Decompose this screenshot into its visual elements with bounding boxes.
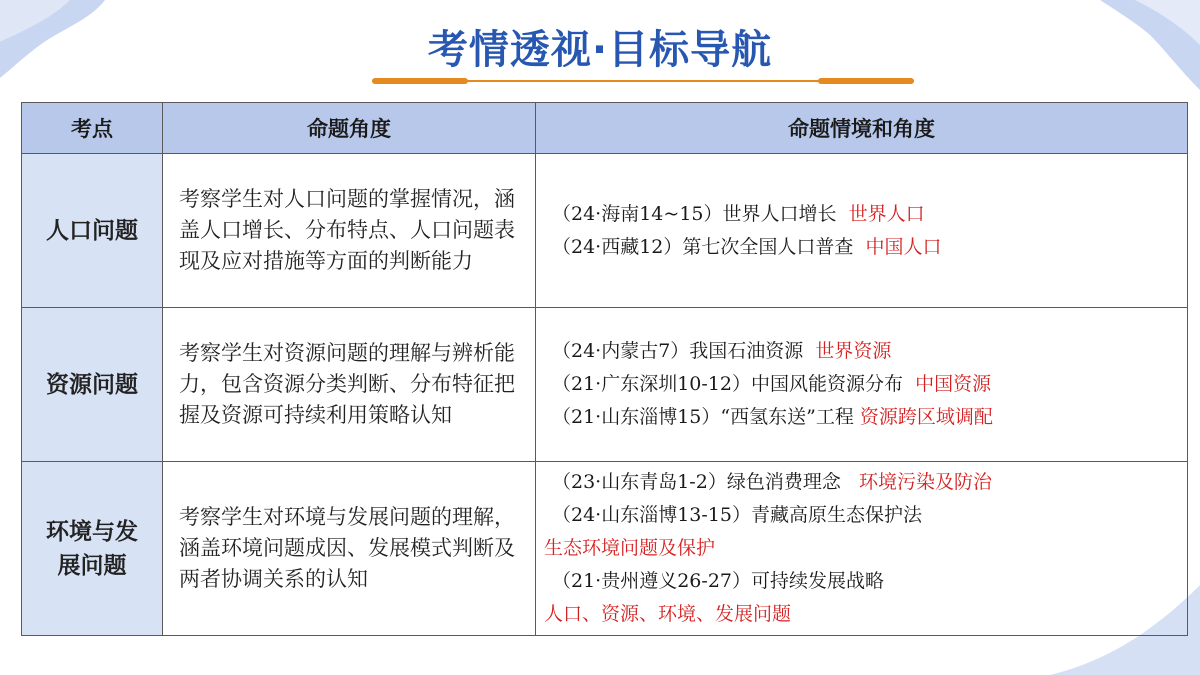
topic-cell: 人口问题 [22,154,163,308]
context-item [552,231,1171,264]
title-underline [372,78,914,84]
context-source: （24·西藏12）第七次全国人口普查 [552,235,854,258]
header-context: 命题情境和角度 [536,103,1188,154]
topic-cell [22,462,163,636]
context-item [544,532,1171,565]
context-tag: 资源跨区域调配 [859,406,993,428]
context-tag: 世界资源 [815,340,892,362]
angle-cell: 考察学生对人口问题的掌握情况，涵盖人口增长、分布特点、人口问题表现及应对措施等方面的判断能力 [163,154,536,308]
exam-analysis-table [21,102,1188,636]
context-item [552,499,1171,532]
context-item [552,368,1171,401]
context-cell [536,308,1188,462]
context-item [552,466,1171,499]
context-source: （21·山东淄博15）“西氢东送”工程 [552,406,854,428]
context-tag: 中国人口 [865,235,942,258]
table-header-row [22,103,1188,154]
topic-line: 环境与发 [46,518,138,545]
context-source: （21·广东深圳10-12）中国风能资源分布 [552,373,903,395]
context-source: （23·山东青岛1-2）绿色消费理念 [552,471,841,493]
context-tag: 世界人口 [848,202,925,225]
context-source: （21·贵州遵义26-27）可持续发展战略 [552,570,884,592]
context-cell [536,462,1188,636]
topic-line: 展问题 [57,552,127,579]
context-item [552,198,1171,231]
context-item [544,598,1171,631]
angle-cell: 考察学生对资源问题的理解与辨析能力，包含资源分类判断、分布特征把握及资源可持续利用策略认知 [163,308,536,462]
context-source: （24·内蒙古7）我国石油资源 [552,340,804,362]
header-topic: 考点 [22,103,163,154]
context-tag: 生态环境问题及保护 [544,537,716,559]
header-angle: 命题角度 [163,103,536,154]
context-item [552,401,1171,434]
angle-cell: 考察学生对环境与发展问题的理解，涵盖环境问题成因、发展模式判断及两者协调关系的认知 [163,462,536,636]
context-item [552,565,1171,598]
context-tag: 人口、资源、环境、发展问题 [544,603,792,625]
table-row [22,308,1188,462]
context-item [552,335,1171,368]
table-row [22,154,1188,308]
topic-cell: 资源问题 [22,308,163,462]
context-cell [536,154,1188,308]
context-tag: 环境污染及防治 [858,471,992,493]
page-title: 考情透视·目标导航 [427,27,773,73]
table-row [22,462,1188,636]
context-tag: 中国资源 [915,373,992,395]
context-source: （24·山东淄博13-15）青藏高原生态保护法 [552,504,922,526]
context-source: （24·海南14~15）世界人口增长 [552,202,837,225]
